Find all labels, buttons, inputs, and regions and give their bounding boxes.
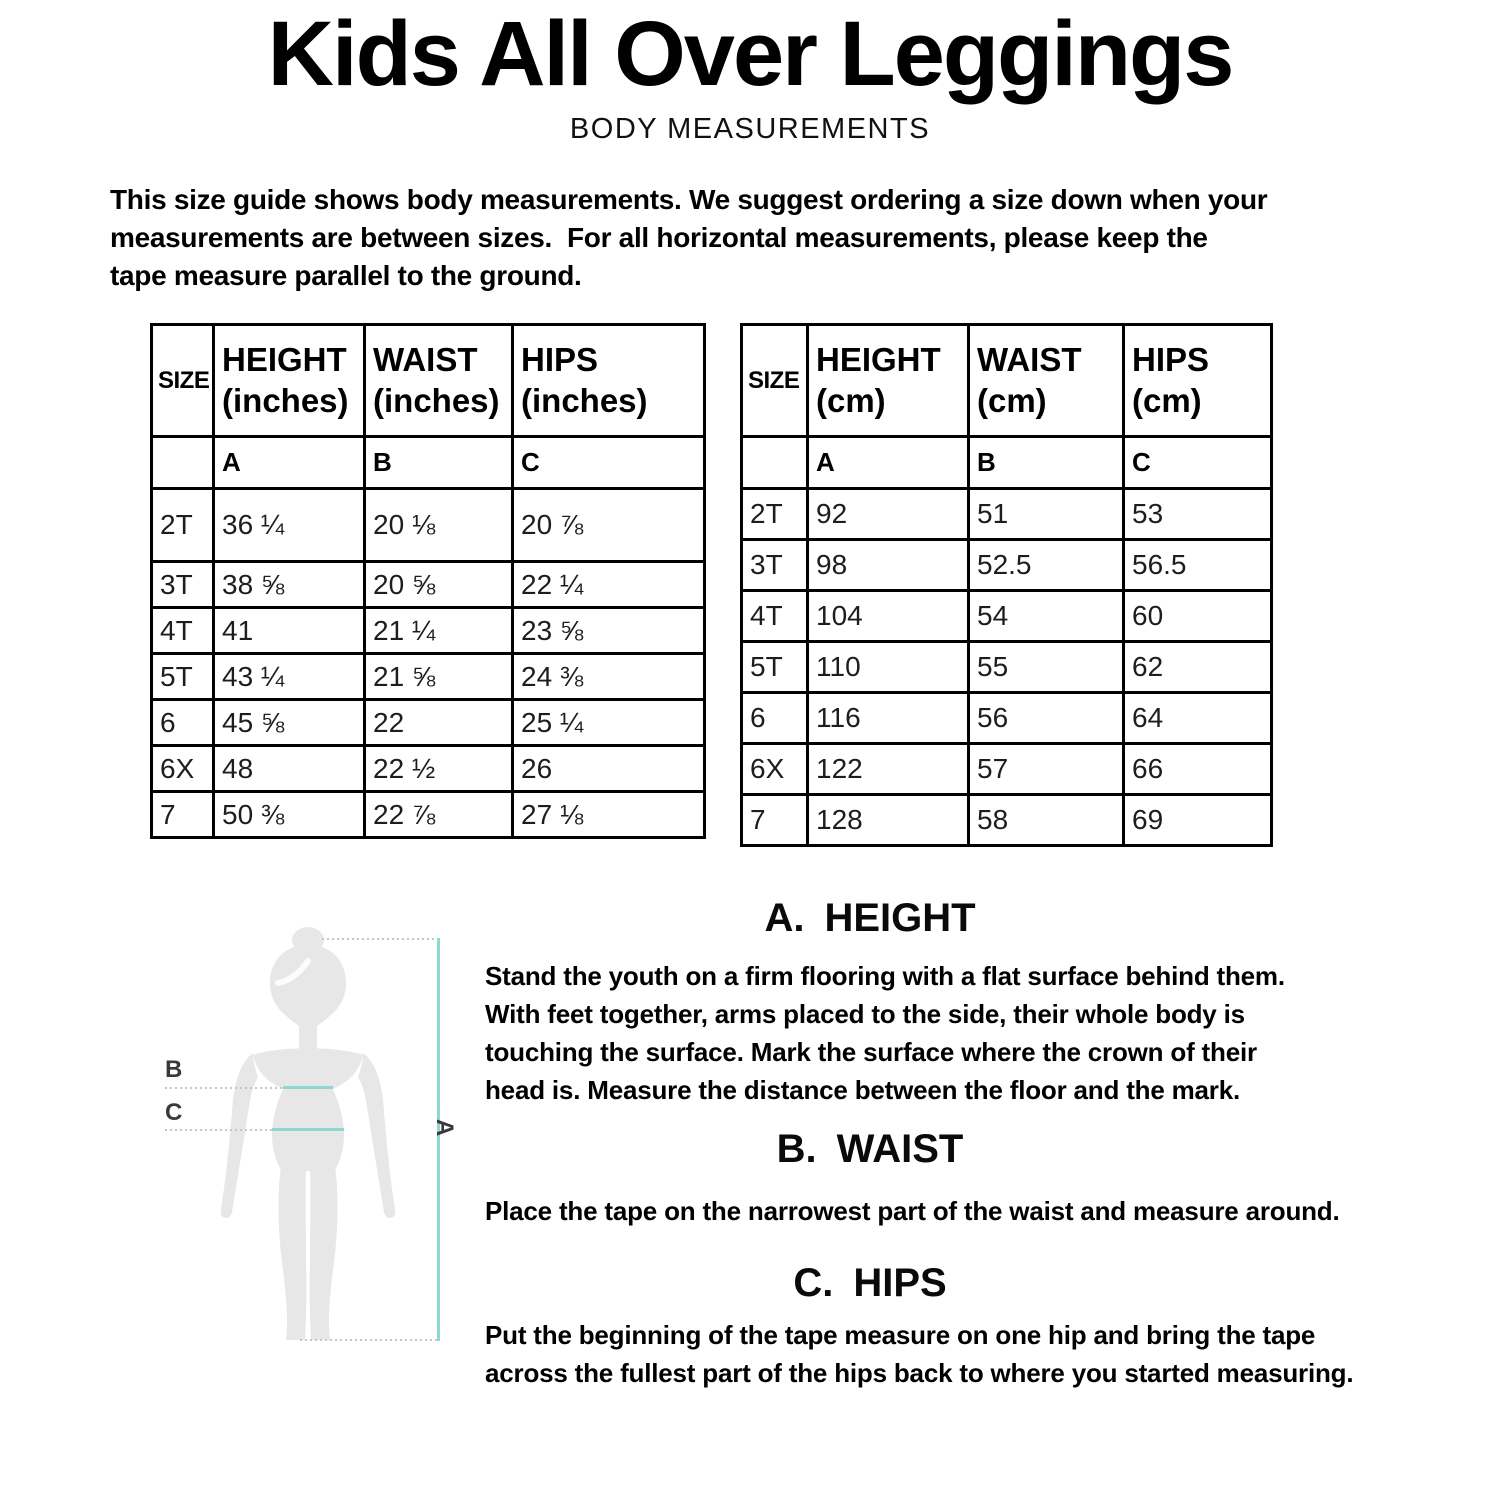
text-line: tape measure parallel to the ground. — [110, 260, 582, 291]
letter-cell: C — [1124, 437, 1272, 489]
page-subtitle: BODY MEASUREMENTS — [569, 113, 931, 145]
height-section-body — [485, 957, 1285, 1109]
size-row — [152, 608, 705, 654]
size-label-cell: 3T — [742, 540, 808, 591]
text-line: With feet together, arms placed to the side, their whole body is — [485, 999, 1245, 1029]
height-section-heading — [485, 896, 1255, 941]
waist-label: B — [165, 1056, 184, 1083]
size-label-cell: 4T — [152, 608, 214, 654]
letter-cell: A — [808, 437, 969, 489]
size-table-cm — [740, 323, 1273, 847]
section-word: HEIGHT — [824, 896, 976, 940]
measurement-value-cell: 21 ⅝ — [365, 654, 513, 700]
measurement-value-cell: 36 ¼ — [214, 489, 365, 562]
col-header-label: WAIST — [373, 341, 478, 379]
letter-cell: A — [214, 437, 365, 489]
torso — [253, 1048, 363, 1171]
col-header-unit: (cm) — [816, 381, 886, 419]
measurement-value-cell: 20 ⅞ — [513, 489, 705, 562]
measurement-value-cell: 22 ¼ — [513, 562, 705, 608]
col-header-unit: (cm) — [1132, 381, 1202, 419]
measurement-value-cell: 41 — [214, 608, 365, 654]
size-label-cell: 7 — [152, 792, 214, 838]
hips-guide-dotted-line — [165, 1129, 272, 1131]
text-line: measurements are between sizes. For all horizontal measurements, please keep the — [110, 222, 1208, 253]
measurement-value-cell: 62 — [1124, 642, 1272, 693]
measurement-value-cell: 45 ⅝ — [214, 700, 365, 746]
waist-measure-line — [283, 1086, 333, 1089]
waist-section-heading — [485, 1127, 1255, 1172]
hips-section-body — [485, 1316, 1353, 1392]
col-header-unit: (inches) — [222, 381, 349, 419]
size-row — [742, 795, 1272, 846]
measurement-value-cell: 43 ¼ — [214, 654, 365, 700]
neck — [299, 1021, 317, 1051]
hips-measure-line — [272, 1128, 344, 1131]
letter-cell: C — [513, 437, 705, 489]
measurement-value-cell: 57 — [969, 744, 1124, 795]
col-header-label: HIPS — [521, 341, 599, 379]
col-header-label: HIPS — [1132, 341, 1210, 379]
waist-section-body — [485, 1192, 1340, 1230]
measurement-value-cell: 55 — [969, 642, 1124, 693]
letter-row — [152, 437, 705, 489]
floor-guide-dotted-line — [300, 1339, 437, 1341]
measurement-value-cell: 56 — [969, 693, 1124, 744]
crown-guide-dotted-line — [322, 938, 437, 940]
right-leg — [310, 1167, 338, 1340]
col-header-unit: (inches) — [521, 381, 648, 419]
measurement-value-cell: 38 ⅝ — [214, 562, 365, 608]
measurement-value-cell: 54 — [969, 591, 1124, 642]
child-silhouette — [130, 903, 475, 1365]
size-row — [152, 700, 705, 746]
height-label: A — [431, 1118, 459, 1138]
height-measure-line — [437, 938, 440, 1341]
measurement-value-cell: 48 — [214, 746, 365, 792]
measurement-value-cell: 22 ⅞ — [365, 792, 513, 838]
col-header-size — [742, 325, 808, 437]
size-label-cell: 6X — [742, 744, 808, 795]
size-row — [152, 792, 705, 838]
col-header-label: WAIST — [977, 341, 1082, 379]
col-header-hips — [513, 325, 705, 437]
measurement-value-cell: 53 — [1124, 489, 1272, 540]
col-header-unit: (cm) — [977, 381, 1047, 419]
waist-guide-dotted-line — [165, 1087, 283, 1089]
size-row — [742, 489, 1272, 540]
col-header-size — [152, 325, 214, 437]
col-header-label: SIZE — [158, 366, 210, 394]
text-line: Stand the youth on a firm flooring with a flat surface behind them. — [485, 961, 1285, 991]
measurement-value-cell: 22 — [365, 700, 513, 746]
measurement-value-cell: 51 — [969, 489, 1124, 540]
measurement-value-cell: 20 ⅝ — [365, 562, 513, 608]
text-line: across the fullest part of the hips back to where you started measuring. — [485, 1358, 1354, 1388]
measurement-value-cell: 22 ½ — [365, 746, 513, 792]
size-row — [742, 744, 1272, 795]
measurement-value-cell: 92 — [808, 489, 969, 540]
size-label-cell: 2T — [742, 489, 808, 540]
text-line: Put the beginning of the tape measure on one hip and bring the tape — [485, 1320, 1316, 1350]
measurement-value-cell: 64 — [1124, 693, 1272, 744]
size-label-cell: 5T — [152, 654, 214, 700]
measurement-value-cell: 66 — [1124, 744, 1272, 795]
letter-cell: B — [969, 437, 1124, 489]
col-header-waist — [969, 325, 1124, 437]
header-row — [152, 325, 705, 437]
size-label-cell: 6 — [742, 693, 808, 744]
measurement-value-cell: 116 — [808, 693, 969, 744]
measurement-value-cell: 24 ⅜ — [513, 654, 705, 700]
col-header-hips — [1124, 325, 1272, 437]
measurement-value-cell: 104 — [808, 591, 969, 642]
letter-cell: B — [365, 437, 513, 489]
measurement-value-cell: 58 — [969, 795, 1124, 846]
right-arm — [358, 1053, 395, 1218]
measurement-value-cell: 98 — [808, 540, 969, 591]
size-label-cell: 7 — [742, 795, 808, 846]
measurement-value-cell: 122 — [808, 744, 969, 795]
section-letter: B. — [776, 1127, 817, 1171]
col-header-label: HEIGHT — [816, 341, 941, 379]
measurement-value-cell: 128 — [808, 795, 969, 846]
col-header-waist — [365, 325, 513, 437]
size-row — [742, 693, 1272, 744]
hips-section-heading — [485, 1261, 1255, 1306]
measurement-value-cell: 50 ⅜ — [214, 792, 365, 838]
measurement-value-cell: 20 ⅛ — [365, 489, 513, 562]
measurement-value-cell: 27 ⅛ — [513, 792, 705, 838]
section-word: HIPS — [853, 1261, 947, 1305]
measurement-figure — [130, 903, 475, 1365]
head — [270, 945, 346, 1031]
measurement-value-cell: 21 ¼ — [365, 608, 513, 654]
size-row — [152, 654, 705, 700]
letter-row — [742, 437, 1272, 489]
size-label-cell: 5T — [742, 642, 808, 693]
size-label-cell: 2T — [152, 489, 214, 562]
measurement-value-cell: 110 — [808, 642, 969, 693]
size-row — [742, 642, 1272, 693]
col-header-label: SIZE — [748, 366, 800, 394]
hips-label: C — [165, 1099, 184, 1126]
col-header-label: HEIGHT — [222, 341, 347, 379]
size-row — [742, 540, 1272, 591]
size-table-inches — [150, 323, 706, 839]
size-label-cell: 6 — [152, 700, 214, 746]
measurement-value-cell: 69 — [1124, 795, 1272, 846]
col-header-unit: (inches) — [373, 381, 500, 419]
measurement-value-cell: 23 ⅝ — [513, 608, 705, 654]
left-arm — [221, 1053, 258, 1218]
measurement-value-cell: 26 — [513, 746, 705, 792]
measurement-value-cell: 60 — [1124, 591, 1272, 642]
size-row — [742, 591, 1272, 642]
letter-cell — [742, 437, 808, 489]
left-leg — [278, 1167, 306, 1340]
size-label-cell: 6X — [152, 746, 214, 792]
header-row — [742, 325, 1272, 437]
letter-cell — [152, 437, 214, 489]
section-letter: C. — [793, 1261, 834, 1305]
measurement-value-cell: 25 ¼ — [513, 700, 705, 746]
intro-paragraph — [110, 181, 1267, 295]
col-header-height — [808, 325, 969, 437]
text-line: head is. Measure the distance between the floor and the mark. — [485, 1075, 1241, 1105]
section-word: WAIST — [836, 1127, 964, 1171]
size-row — [152, 562, 705, 608]
section-letter: A. — [764, 896, 805, 940]
size-label-cell: 4T — [742, 591, 808, 642]
measurement-value-cell: 56.5 — [1124, 540, 1272, 591]
text-line: Place the tape on the narrowest part of the waist and measure around. — [485, 1196, 1340, 1226]
measurement-value-cell: 52.5 — [969, 540, 1124, 591]
text-line: This size guide shows body measurements. We suggest ordering a size down when your — [110, 184, 1268, 215]
size-row — [152, 746, 705, 792]
col-header-height — [214, 325, 365, 437]
text-line: touching the surface. Mark the surface where the crown of their — [485, 1037, 1257, 1067]
size-label-cell: 3T — [152, 562, 214, 608]
page-title: Kids All Over Leggings — [267, 3, 1233, 105]
size-row — [152, 489, 705, 562]
